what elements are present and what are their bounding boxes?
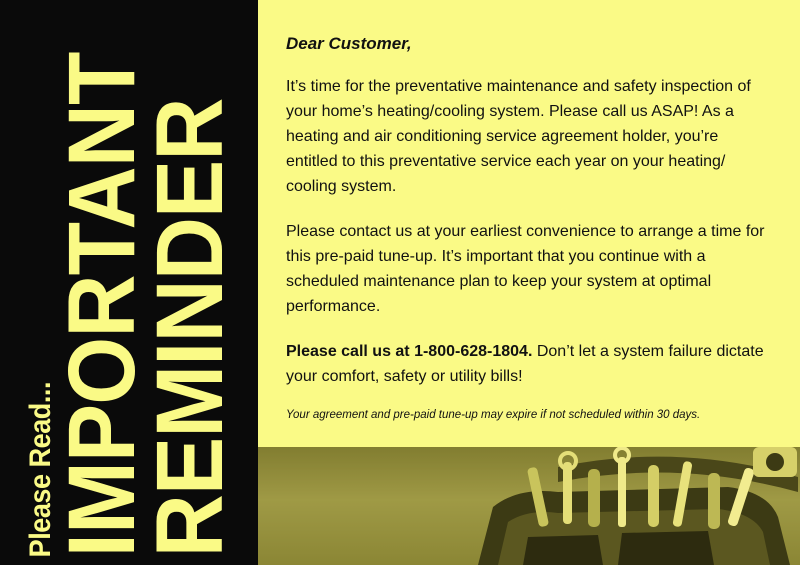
fine-print: Your agreement and pre-paid tune-up may expire if not scheduled within 30 days. — [286, 409, 701, 421]
call-to-action-rest: Don’t let a system failure dictate your comfort, safety or utility bills! — [286, 343, 764, 385]
tool-belt-image — [258, 447, 800, 565]
please-read-label: Please Read... — [24, 381, 57, 557]
paragraph-contact: Please contact us at your earliest convenience to arrange a time for this pre-paid tune-up. It’s important that you continue with a scheduled maintenance plan to keep your system at optimal performance. — [286, 223, 765, 315]
salutation: Dear Customer, — [286, 34, 412, 53]
call-to-action — [286, 339, 766, 389]
important-label: IMPORTANT — [49, 52, 155, 557]
vertical-headline — [24, 8, 243, 557]
vertical-headline-band — [0, 0, 258, 565]
tool-belt-photo — [258, 447, 800, 565]
reminder-label: REMINDER — [137, 98, 243, 557]
letter-body — [286, 34, 766, 421]
paragraph-inspection: It’s time for the preventative maintenance and safety inspection of your home’s heating/cooling system. Please call us ASAP! As a heating and air conditioning service agreement holder, you’re entitled to this preventative service each year on your heating/ cooling system. — [286, 78, 751, 195]
phone-callout: Please call us at 1-800-628-1804. — [286, 343, 533, 360]
